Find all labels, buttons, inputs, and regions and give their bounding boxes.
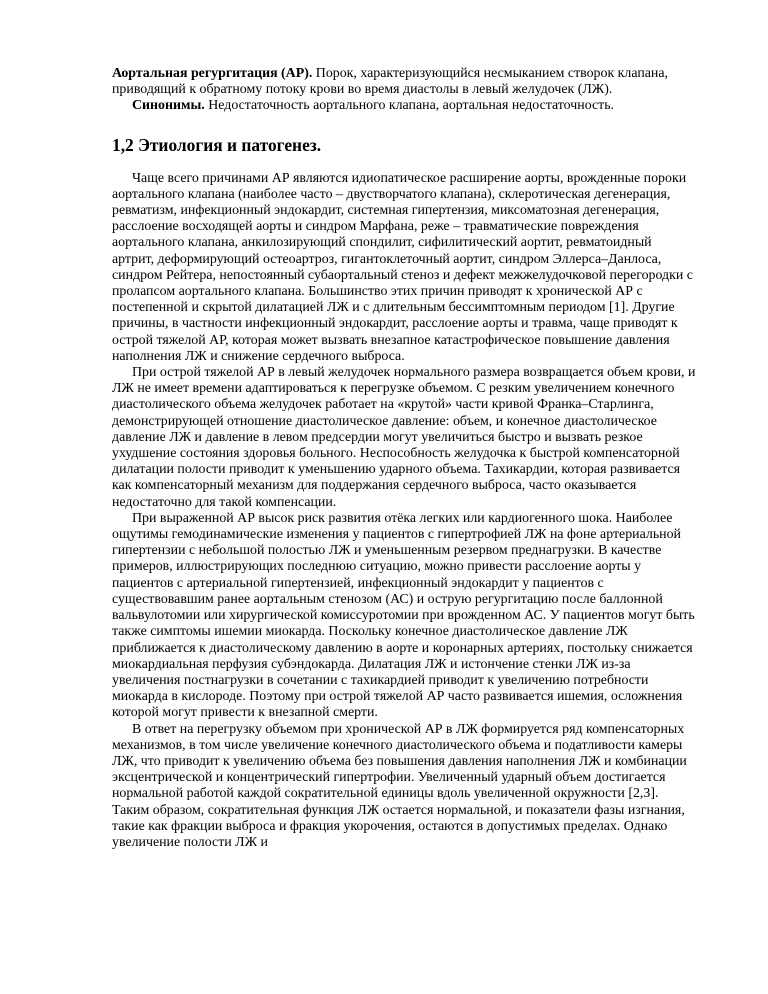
- synonyms-text: Недостаточность аортального клапана, аортальная недостаточность.: [204, 98, 615, 114]
- body-paragraph-1: Чаще всего причинами АР являются идиопатическое расширение аорты, врожденные пороки аортального клапана (наиболее часто – двустворчатого клапана), склеротическая дегенерация, ревматизм, инфекционный эндокардит, системная гипертензия, миксоматозная дегенерация, расслоение восходящей аорты и синдром Марфана, реже – травматические повреждения аортального клапана, анкилозирующий спондилит, сифилитический аортит, ревматоидный артрит, деформирующий остеоартроз, гигантоклеточный аортит, синдром Эллерса–Данлоса, синдром Рейтера, непостоянный субаортальный стеноз и дефект межжелудочковой перегородки с пролапсом аортального клапана. Большинство этих причин приводят к хронической АР с постепенной и скрытой дилатацией ЛЖ и с длительным бессимптомным периодом [1]. Другие причины, в частности инфекционный эндокардит, расслоение аорты и травма, чаще приводят к острой тяжелой АР, которая может вызвать внезапное катастрофическое повышение давления наполнения ЛЖ и снижение сердечного выброса.: [112, 170, 693, 364]
- body-paragraph-2: При острой тяжелой АР в левый желудочек нормального размера возвращается объем крови, и ЛЖ не имеет времени адаптироваться к перегрузке объемом. С резким увеличением конечного диастолического объема желудочек работает на «крутой» части кривой Франка–Старлинга, демонстрирующей отношение диастолическое давление: объем, и конечное диастолическое давление ЛЖ и давление в левом предсердии могут увеличиться быстро и вызвать резкое ухудшение состояния здоровья больного. Неспособность желудочка к быстрой компенсаторной дилатации полости приводит к уменьшению ударного объема. Тахикардии, которая развивается как компенсаторный механизм для поддержания сердечного выброса, часто оказывается недостаточно для такой компенсации.: [112, 365, 696, 510]
- synonyms-label: Синонимы.: [132, 98, 205, 114]
- intro-paragraph: [112, 66, 697, 98]
- synonyms-paragraph: [112, 98, 697, 114]
- term-definition: Порок, характеризующийся несмыканием створок клапана, приводящий к обратному потоку крови во время диастолы в левый желудочек (ЛЖ).: [112, 66, 668, 98]
- body-paragraph-4: В ответ на перегрузку объемом при хронической АР в ЛЖ формируется ряд компенсаторных механизмов, в том числе увеличение конечного диастолического объема и податливости камеры ЛЖ, что приводит к увеличению объема без повышения давления наполнения ЛЖ и комбинации эксцентрической и концентрический гипертрофии. Увеличенный ударный объем достигается нормальной работой каждой сократительной единицы вдоль увеличенной окружности [2,3]. Таким образом, сократительная функция ЛЖ остается нормальной, и показатели фазы изгнания, такие как фракции выброса и фракция укорочения, остаются в допустимых пределах. Однако увеличение полости ЛЖ и: [112, 721, 687, 850]
- term-heading: Аортальная регургитация (АР).: [112, 66, 313, 81]
- document-page: [112, 66, 697, 851]
- body-paragraph-3: При выраженной АР высок риск развития отёка легких или кардиогенного шока. Наиболее ощутимы гемодинамические изменения у пациентов с гипертрофией ЛЖ на фоне артериальной гипертензии с небольшой полостью ЛЖ и уменьшенным резервом преднагрузки. В качестве примеров, иллюстрирующих последнюю ситуацию, можно привести расслоение аорты у пациентов с артериальной гипертензией, инфекционный эндокардит у пациентов с существовавшим ранее аортальным стенозом (АС) и острую регургитацию после баллонной вальвулотомии или хирургической комиссуротомии при врожденном АС. У пациентов могут быть также симптомы ишемии миокарда. Поскольку конечное диастолическое давление ЛЖ приближается к диастолическому давлению в аорте и коронарных артериях, постольку снижается миокардиальная перфузия субэндокарда. Дилатация ЛЖ и истончение стенки ЛЖ из-за увеличения постнагрузки в сочетании с тахикардией приводит к увеличению потребности миокарда в кислороде. Поэтому при острой тяжелой АР часто развивается ишемия, осложнения которой могут привести к внезапной смерти.: [112, 510, 695, 721]
- section-heading: 1,2 Этиология и патогенез.: [112, 134, 322, 155]
